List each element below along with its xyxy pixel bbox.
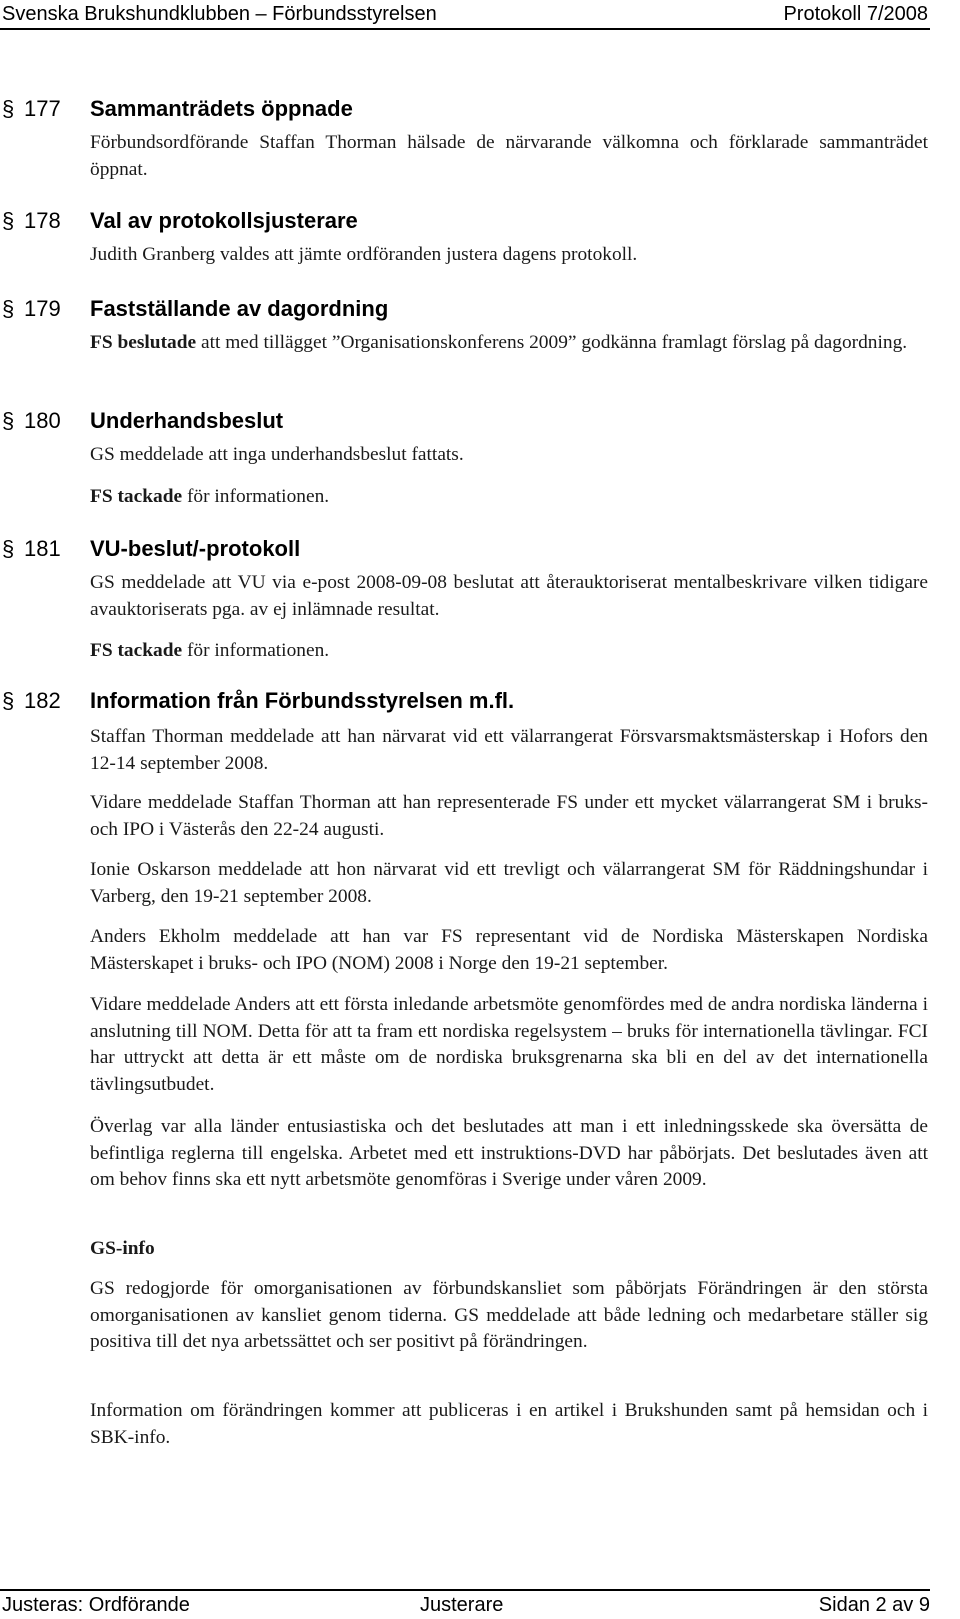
section-heading	[0, 206, 930, 236]
section-number: 179	[24, 296, 61, 321]
section-title: Underhandsbeslut	[90, 408, 284, 433]
section-heading	[0, 406, 930, 436]
section-text: Vidare meddelade Staffan Thorman att han representerade FS under ett mycket välarrangerat SM i bruks- och IPO i Västerås den 22-24 augusti.	[90, 792, 928, 840]
footer-signature-chair: Justeras: Ordförande	[2, 1594, 190, 1616]
page-header	[0, 0, 930, 30]
section-181	[0, 534, 930, 661]
section-text: GS redogjorde för omorganisationen av förbundskansliet som påbörjats Förändringen är den största omorganisationen av kansliet genom tiderna. GS meddelade att både ledning och medarbetare ställer sig positiva till det nya arbetssättet och ser positivt på förändringen.	[90, 1278, 928, 1352]
section-text	[90, 638, 928, 665]
decision-text: för informationen.	[182, 640, 330, 661]
footer-signature-adjuster: Justerare	[420, 1594, 504, 1616]
section-177	[0, 94, 930, 180]
page-footer	[0, 1589, 930, 1619]
section-heading	[0, 686, 930, 716]
header-protocol: Protokoll 7/2008	[783, 3, 928, 25]
section-heading	[0, 94, 930, 124]
paragraph-symbol: §	[2, 536, 15, 561]
footer-page-number: Sidan 2 av 9	[818, 1594, 930, 1616]
paragraph-symbol: §	[2, 408, 15, 433]
section-text	[90, 330, 928, 357]
section-text: Vidare meddelade Anders att ett första inledande arbetsmöte genomfördes med de andra nordiska länderna i anslutning till NOM. Detta för att ta fram ett nordiska regelsystem – bruks för internationella tävlingar. FCI har uttryckt att detta är ett måste om de nordiska bruksgrenarna ska bli en del av det internationella tävlingsutbudet.	[90, 994, 928, 1095]
decision-label: FS beslutade	[90, 332, 197, 353]
section-182	[0, 686, 930, 1448]
decision-text: att med tillägget ”Organisationskonferens 2009” godkänna framlagt förslag på dagordning.	[196, 332, 908, 353]
section-title: Fastställande av dagordning	[90, 296, 389, 321]
section-text	[90, 484, 928, 511]
section-text: GS meddelade att inga underhandsbeslut fattats.	[90, 444, 464, 465]
section-heading	[0, 534, 930, 564]
subheading-gs-info: GS-info	[90, 1238, 155, 1259]
section-text: Ionie Oskarson meddelade att hon närvarat vid ett trevligt och välarrangerat SM för Räddningshundar i Varberg, den 19-21 september 2008.	[90, 859, 928, 907]
paragraph-symbol: §	[2, 96, 15, 121]
header-org: Svenska Brukshundklubben – Förbundsstyrelsen	[2, 3, 437, 25]
section-179	[0, 294, 930, 353]
paragraph-symbol: §	[2, 296, 15, 321]
section-text: GS meddelade att VU via e-post 2008-09-08 beslutat att återauktoriserat mentalbeskrivare vilken tidigare avauktoriserats pga. av ej inlämnade resultat.	[90, 572, 928, 620]
section-text: Förbundsordförande Staffan Thorman hälsade de närvarande välkomna och förklarade sammanträdet öppnat.	[90, 132, 928, 180]
section-178	[0, 206, 930, 265]
section-text: Staffan Thorman meddelade att han närvarat vid ett välarrangerat Försvarsmaktsmästerskap i Hofors den 12-14 september 2008.	[90, 726, 928, 774]
section-number: 177	[24, 96, 61, 121]
section-title: VU-beslut/-protokoll	[90, 536, 301, 561]
paragraph-symbol: §	[2, 688, 15, 713]
decision-text: för informationen.	[182, 486, 330, 507]
section-180	[0, 406, 930, 507]
section-number: 181	[24, 536, 61, 561]
section-number: 178	[24, 208, 61, 233]
section-text: Judith Granberg valdes att jämte ordföranden justera dagens protokoll.	[90, 244, 638, 265]
decision-label: FS tackade	[90, 640, 183, 661]
section-number: 180	[24, 408, 61, 433]
section-title: Information från Förbundsstyrelsen m.fl.	[90, 688, 515, 713]
section-number: 182	[24, 688, 61, 713]
decision-label: FS tackade	[90, 486, 183, 507]
section-text: Anders Ekholm meddelade att han var FS representant vid de Nordiska Mästerskapen Nordiska Mästerskapet i bruks- och IPO (NOM) 2008 i Norge den 19-21 september.	[90, 926, 928, 974]
section-title: Val av protokollsjusterare	[90, 208, 358, 233]
section-heading	[0, 294, 930, 324]
section-text: Överlag var alla länder entusiastiska och det beslutades att man i ett inledningsskede ska översätta de befintliga reglerna till engelska. Arbetet med ett instruktions-DVD har påbörjats. Det beslutades även att om behov finns ska ett nytt arbetsmöte genomföras i Sverige under våren 2009.	[90, 1116, 928, 1190]
paragraph-symbol: §	[2, 208, 15, 233]
section-title: Sammanträdets öppnade	[90, 96, 353, 121]
section-text: Information om förändringen kommer att publiceras i en artikel i Brukshunden samt på hemsidan och i SBK-info.	[90, 1400, 928, 1448]
